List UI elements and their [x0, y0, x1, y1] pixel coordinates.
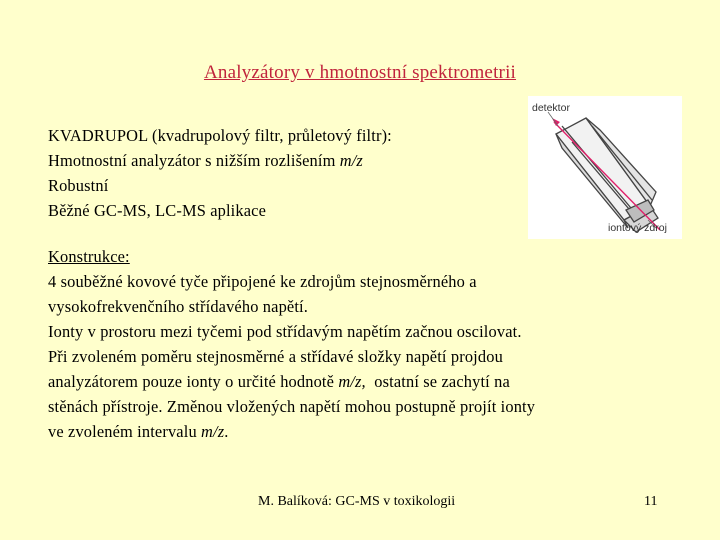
- construction-heading: Konstrukce:: [48, 247, 130, 266]
- quadrupole-figure: [528, 96, 682, 239]
- slide-title: Analyzátory v hmotnostní spektrometrii: [203, 62, 517, 83]
- intro-resolution-text: Hmotnostní analyzátor s nižším rozlišením: [48, 151, 340, 170]
- intro-applications-line: Běžné GC-MS, LC-MS aplikace: [48, 201, 267, 220]
- intro-heading: KVADRUPOL (kvadrupolový filtr, průletový filtr):: [48, 126, 392, 145]
- construction-line-4: Při zvoleném poměru stejnosměrné a střídavé složky napětí projdou: [48, 347, 503, 366]
- intro-resolution-line: [48, 148, 392, 173]
- mz-term: m/z: [339, 151, 363, 170]
- construction-line-5-suffix: ostatní se zachytí na: [365, 372, 510, 391]
- construction-line-7-text: ve zvoleném intervalu: [48, 422, 202, 441]
- intro-robust-line: Robustní: [48, 176, 109, 195]
- construction-line-7-suffix: .: [224, 422, 229, 441]
- construction-line-5: [48, 369, 535, 394]
- page-number: 11: [644, 494, 658, 509]
- quadrupole-diagram: [528, 96, 682, 239]
- footer-author: M. Balíková: GC-MS v toxikologii: [258, 494, 456, 509]
- intro-block: [48, 123, 392, 223]
- construction-line-1: 4 souběžné kovové tyče připojené ke zdrojům stejnosměrného a: [48, 272, 477, 291]
- construction-line-7: [48, 419, 535, 444]
- mz-term: m/z: [201, 422, 225, 441]
- ion-source-label: iontový zdroj: [608, 222, 667, 234]
- construction-block: [48, 244, 535, 444]
- quadrupole-rods: [556, 118, 658, 232]
- construction-line-2: vysokofrekvenčního střídavého napětí.: [48, 297, 308, 316]
- detector-label: detektor: [532, 102, 570, 114]
- mz-term: m/z,: [338, 372, 366, 391]
- construction-line-3: Ionty v prostoru mezi tyčemi pod střídavým napětím začnou oscilovat.: [48, 322, 522, 341]
- construction-line-5-text: analyzátorem pouze ionty o určité hodnotě: [48, 372, 339, 391]
- construction-line-6: stěnách přístroje. Změnou vložených napětí mohou postupně projít ionty: [48, 397, 536, 416]
